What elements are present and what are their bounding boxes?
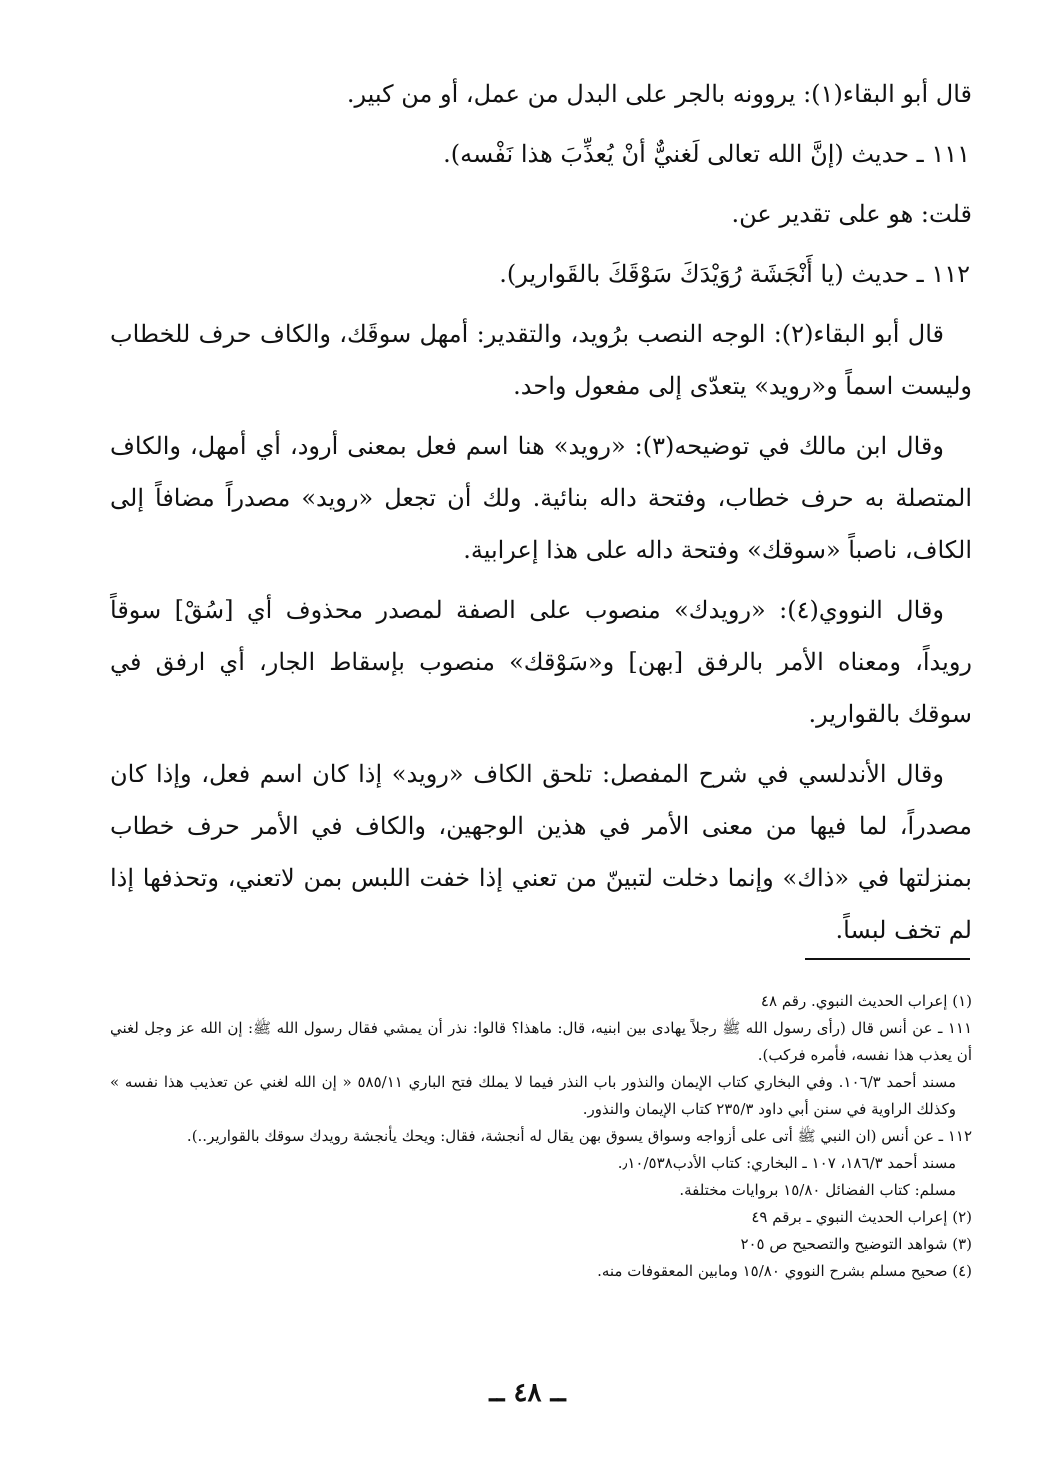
footnote-hadith-112-source-1: مسند أحمد ١٨٦/٣، ١٠٧ ـ البخاري: كتاب الأدب٫١٠/٥٣٨. — [617, 1154, 956, 1172]
footnote-hadith-112: ١١٢ ـ عن أنس (ان النبي ﷺ أتى على أزواجه وسواق يسوق بهن يقال له أنجشة، فقال: ويحك يأنجشة رويدك سوقك بالقوارير..). — [186, 1127, 972, 1145]
paragraph-abu-baqa-2: قال أبو البقاء(٢): الوجه النصب برُويد، والتقدير: أمهل سوقَك، والكاف حرف للخطاب وليست اسماً و«رويد» يتعدّى إلى مفعول واحد. — [110, 320, 972, 400]
paragraph-ibn-malik: وقال ابن مالك في توضيحه(٣): «رويد» هنا اسم فعل بمعنى أرود، أي أمهل، والكاف المتصلة به حرف خطاب، وفتحة داله بنائية. ولك أن تجعل «رويد» مصدراً مضافاً إلى الكاف، ناصباً «سوقك» وفتحة داله على هذا إعرابية. — [110, 432, 972, 564]
hadith-111: ١١١ ـ حديث (إنَّ الله تعالى لَغنيٌّ أنْ يُعذِّبَ هذا نَفْسه). — [443, 140, 970, 168]
footnote-1: (١) إعراب الحديث النبوي. رقم ٤٨ — [760, 992, 972, 1010]
page-number: ــ ٤٨ ــ — [489, 1378, 566, 1408]
main-text — [110, 68, 972, 964]
footnote-3: (٣) شواهد التوضيح والتصحيح ص ٢٠٥ — [740, 1235, 972, 1253]
footnote-hadith-112-source-2: مسلم: كتاب الفضائل ١٥/٨٠ بروايات مختلفة. — [679, 1181, 956, 1199]
footnote-hadith-111: ١١١ ـ عن أنس قال (رأى رسول الله ﷺ رجلاً يهادى بين ابنيه، قال: ماهذا؟ قالوا: نذر أن يمشي فقال رسول الله ﷺ: إن الله عز وجل لغني أن يعذب هذا نفسه، فأمره فركب). — [110, 1019, 972, 1064]
footnote-separator — [805, 958, 970, 960]
footnote-hadith-111-sources: مسند أحمد ١٠٦/٣. وفي البخاري كتاب الإيمان والنذور باب النذر فيما لا يملك فتح الباري ٥٨٥/١١ « إن الله لغني عن تعذيب هذا نفسه » وكذلك الراوية في سنن أبي داود ٢٣٥/٣ كتاب الإيمان والنذور. — [110, 1073, 956, 1118]
footnote-4: (٤) صحيح مسلم بشرح النووي ١٥/٨٠ ومابين المعقوفات منه. — [597, 1262, 972, 1280]
footnotes — [110, 988, 972, 1285]
footnote-2: (٢) إعراب الحديث النبوي ـ برقم ٤٩ — [751, 1208, 972, 1226]
paragraph-andalusi: وقال الأندلسي في شرح المفصل: تلحق الكاف «رويد» إذا كان اسم فعل، وإذا كان مصدراً، لما فيها من معنى الأمر في هذين الوجهين، والكاف في الأمر حرف خطاب بمنزلتها في «ذاك» وإنما دخلت لتبينّ من تعني إذا خفت اللبس بمن لاتعني، وتحذفها إذا لم تخف لبساً. — [110, 760, 972, 944]
paragraph-note: قلت: هو على تقدير عن. — [731, 200, 972, 228]
hadith-112: ١١٢ ـ حديث (يا أَنْجَشَة رُوَيْدَكَ سَوْقَكَ بالقَوارير). — [499, 260, 970, 288]
paragraph-nawawi: وقال النووي(٤): «رويدك» منصوب على الصفة لمصدر محذوف أي [سُقْ] سوقاً رويداً، ومعناه الأمر بالرفق [بهن] و«سَوْقك» منصوب بإسقاط الجار، أي ارفق في سوقك بالقوارير. — [110, 596, 972, 728]
paragraph-abu-baqa-1: قال أبو البقاء(١): يروونه بالجر على البدل من عمل، أو من كبير. — [346, 80, 972, 108]
